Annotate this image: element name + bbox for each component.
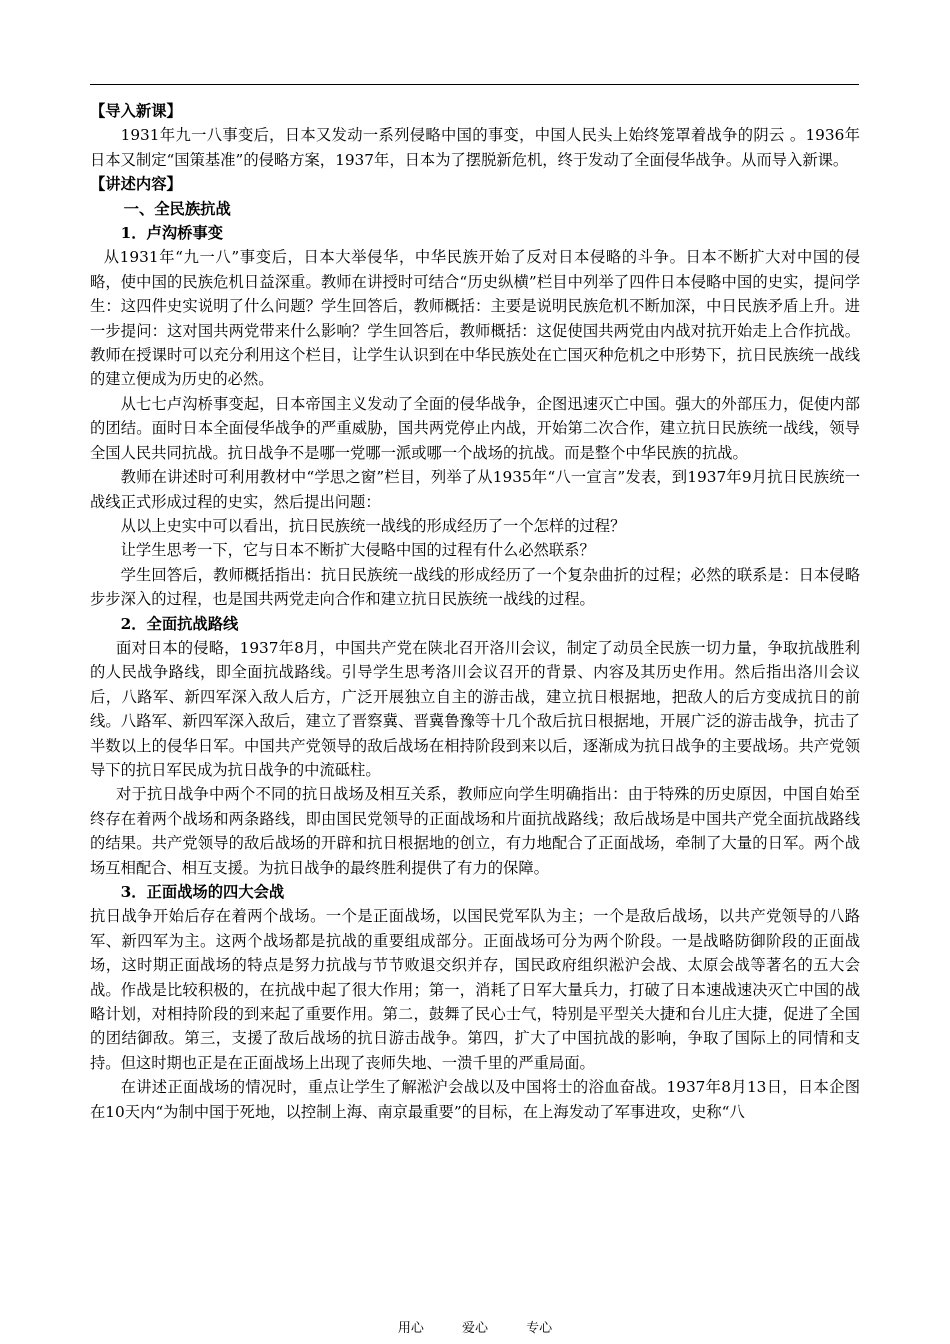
paragraph-sub3-2: 在讲述正面战场的情况时，重点让学生了解淞沪会战以及中国将士的浴血奋战。1937年8月13日，日本企图在10天内“为制中国于死地，以控制上海、南京最重要”的目标，在上海发动了军事进攻，史称“八: [90, 1078, 860, 1121]
heading-intro: 【导入新课】: [90, 102, 182, 120]
document-body: [90, 99, 860, 1124]
paragraph-sub1-2: 从七七卢沟桥事变起，日本帝国主义发动了全面的侵华战争，企图迅速灭亡中国。强大的外部压力，促使内部的团结。面时日本全面侵华战争的严重威胁，国共两党停止内战，开始第二次合作，建立抗日民族统一战线，领导全国人民共同抗战。抗日战争不是哪一党哪一派或哪一个战场的抗战。而是整个中华民族的抗战。: [90, 394, 860, 462]
paragraph-sub1-question-2: 让学生思考一下，它与日本不断扩大侵略中国的过程有什么必然联系？: [120, 541, 595, 560]
paragraph-intro: 1931年九一八事变后，日本又发动一系列侵略中国的事变，中国人民头上始终笼罩着战争的阴云 。1936年日本又制定“国策基准”的侵略方案，1937年，日本为了摆脱新危机，终于发动了全面侵华战争。从而导入新课。: [90, 126, 860, 169]
heading-sub-1: 1．卢沟桥事变: [120, 224, 224, 243]
footer-word-1: 用心: [397, 1321, 424, 1336]
paragraph-sub1-1: 从1931年“九一八”事变后，日本大举侵华，中华民族开始了反对日本侵略的斗争。日本不断扩大对中国的侵略，使中国的民族危机日益深重。教师在讲授时可结合“历史纵横”栏目中列举了四件日本侵略中国的史实，提问学生：这四件史实说明了什么问题？学生回答后，教师概括：主要是说明民族危机不断加深，中日民族矛盾上升。进一步提问：这对国共两党带来什么影响？学生回答后，教师概括：这促使国共两党由内战对抗开始走上合作抗战。教师在授课时可以充分利用这个栏目，让学生认识到在中华民族处在亡国灭种危机之中形势下，抗日民族统一战线的建立便成为历史的必然。: [90, 248, 860, 389]
paragraph-sub2-1: 面对日本的侵略，1937年8月，中国共产党在陕北召开洛川会议，制定了动员全民族一切力量，争取抗战胜利的人民战争路线，即全面抗战路线。引导学生思考洛川会议召开的背景、内容及其历史作用。然后指出洛川会议后，八路军、新四军深入敌人后方，广泛开展独立自主的游击战，建立抗日根据地，把敌人的后方变成抗日的前线。八路军、新四军深入敌后，建立了晋察冀、晋冀鲁豫等十几个敌后抗日根据地，开展广泛的游击战争，抗击了半数以上的侵华日军。中国共产党领导的敌后战场在相持阶段到来以后，逐渐成为抗日战争的主要战场。共产党领导下的抗日军民成为抗日战争的中流砥柱。: [90, 638, 860, 779]
paragraph-sub2-2: 对于抗日战争中两个不同的抗日战场及相互关系，教师应向学生明确指出：由于特殊的历史原因，中国自始至终存在着两个战场和两条路线，即由国民党领导的正面战场和片面抗战路线；敌后战场是中国共产党全面抗战路线的结果。共产党领导的敌后战场的开辟和抗日根据地的创立，有力地配合了正面战场，牵制了大量的日军。两个战场互相配合、相互支援。为抗日战争的最终胜利提供了有力的保障。: [90, 785, 860, 877]
paragraph-sub1-4: 学生回答后，教师概括指出：抗日民族统一战线的形成经历了一个复杂曲折的过程；必然的联系是：日本侵略步步深入的过程，也是国共两党走向合作和建立抗日民族统一战线的过程。: [90, 565, 860, 609]
heading-sub-2: 2．全面抗战路线: [120, 614, 239, 633]
page-footer: [0, 1317, 950, 1336]
footer-word-3: 专心: [526, 1321, 553, 1336]
heading-section-1: 一、全民族抗战: [123, 199, 231, 218]
heading-sub-3: 3．正面战场的四大会战: [120, 883, 285, 901]
heading-lecture: 【讲述内容】: [90, 175, 182, 194]
paragraph-sub1-question-1: 从以上史实中可以看出，抗日民族统一战线的形成经历了一个怎样的过程？: [120, 516, 626, 535]
header-rule: [90, 84, 859, 85]
footer-word-2: 爱心: [461, 1321, 488, 1336]
paragraph-sub3-1: 抗日战争开始后存在着两个战场。一个是正面战场，以国民党军队为主；一个是敌后战场，以共产党领导的八路军、新四军为主。这两个战场都是抗战的重要组成部分。正面战场可分为两个阶段。一是战略防御阶段的正面战场，这时期正面战场的特点是努力抗战与节节败退交织并存，国民政府组织淞沪会战、太原会战等著名的五大会战。作战是比较积极的，在抗战中起了很大作用；第一，消耗了日军大量兵力，打破了日本速战速决灭亡中国的战略计划，对相持阶段的到来起了重要作用。第二，鼓舞了民心士气，特别是平型关大捷和台儿庄大捷，促进了全国的团结御敌。第三，支援了敌后战场的抗日游击战争。第四，扩大了中国抗战的影响，争取了国际上的同情和支持。但这时期也正是在正面战场上出现了丧师失地、一溃千里的严重局面。: [90, 907, 860, 1072]
paragraph-sub1-3: 教师在讲述时可利用教材中“学思之窗”栏目，列举了从1935年“八一宣言”发表，到1937年9月抗日民族统一战线正式形成过程的史实，然后提出问题：: [90, 468, 860, 511]
